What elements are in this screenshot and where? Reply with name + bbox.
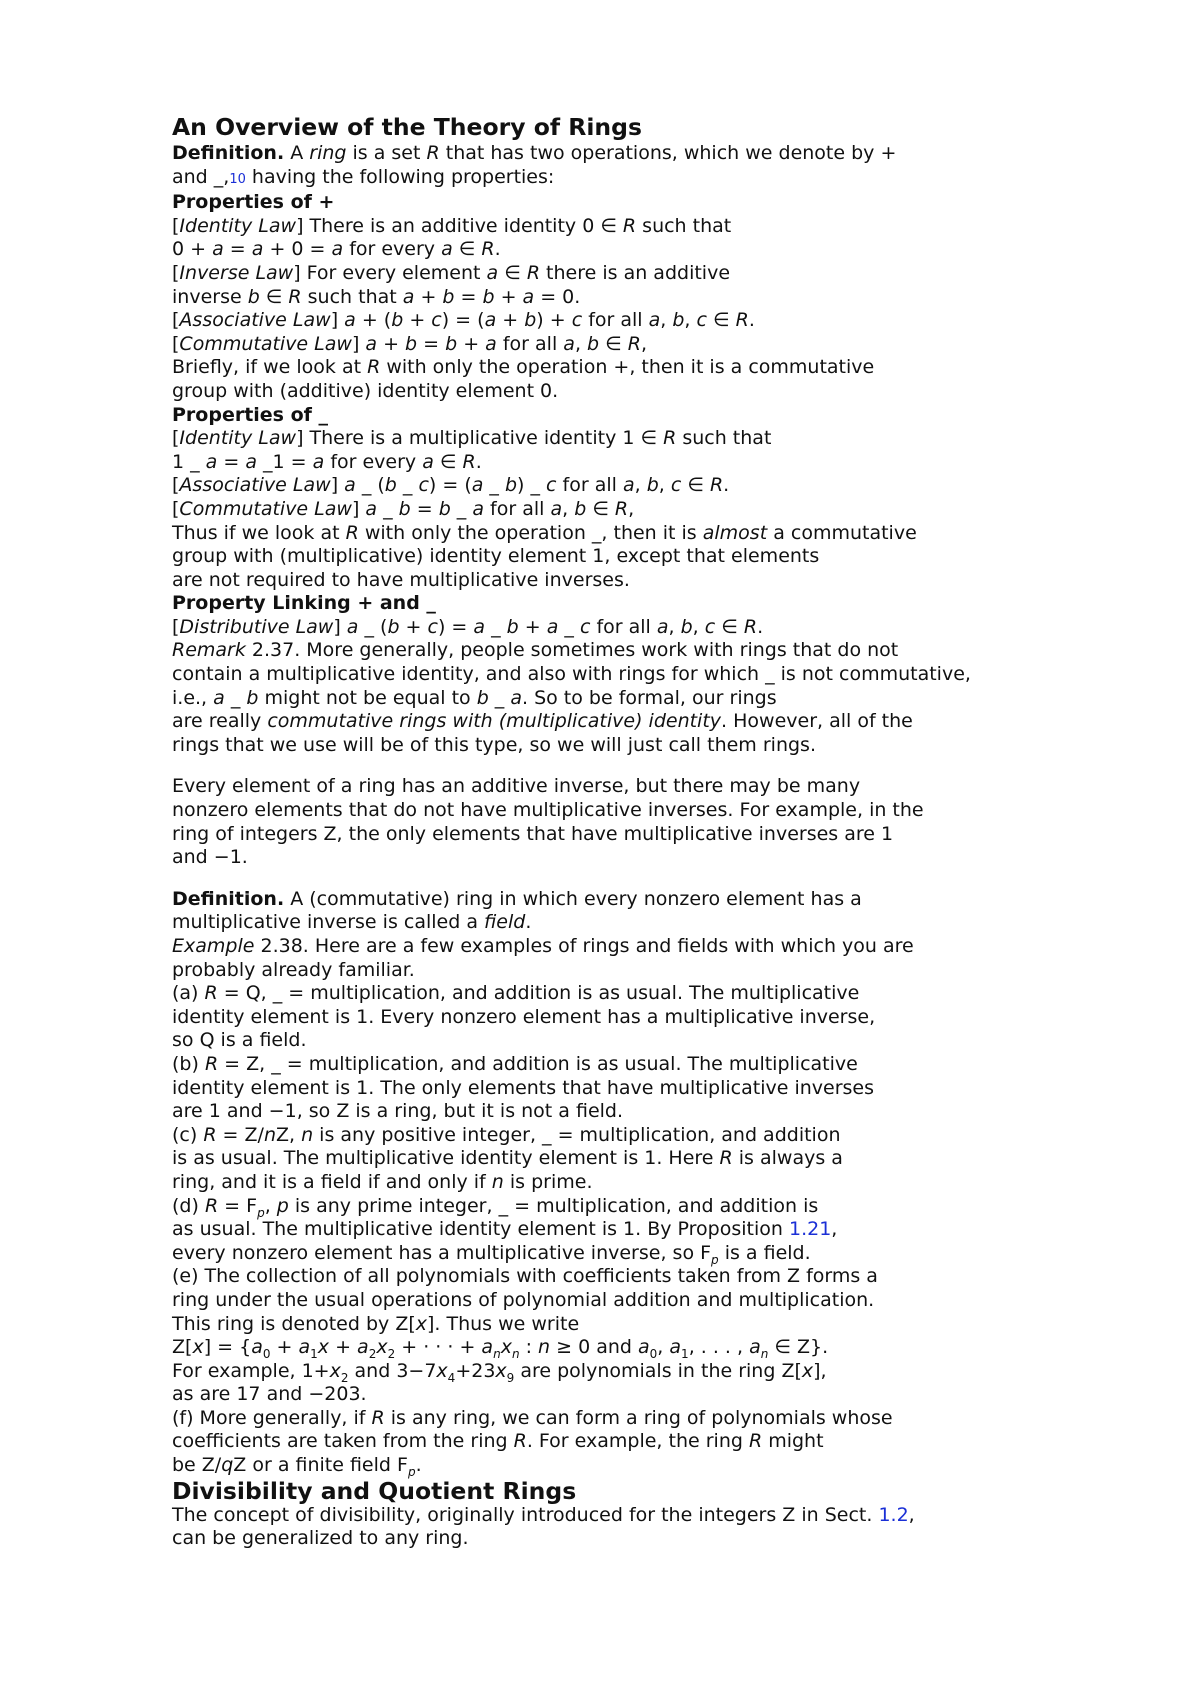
polynomial-ring-formula: $Z[x] = \{a_0 + a_1x + a_2x_2$ + · · · + $a_nx_n$ : n ≥ 0 and $a_0$, $a_1$, . . . , $a_n$ ∈ Z}. (172, 1336, 829, 1361)
remark-2-37: Remark 2.37. More generally, people sometimes work with rings that do not (172, 639, 899, 662)
subheading-properties-times: Properties of _ (172, 403, 329, 426)
document-page: An Overview of the Theory of Rings Definition. A ring is a set R that has two operations, which we denote by + and _,10 having the following properties: Properties of + [Identity Law] There is an additive identity 0 ∈ R such that 0 + a = a + 0 = a for every a ∈ R. [Inverse Law] For every element a ∈ R there is an additive inverse b ∈ R such that a + b = b + a = 0. [Associative Law] a + (b + c) = (a + b) + c for all a, b, c ∈ R. [Commutative Law] a + b = b + a for all a, b ∈ R, Briefly, if we look at R with only the operation +, then it is a commutative group with (additive) identity element 0. Properties of _ [Identity Law] There is a multiplicative identity 1 ∈ R such that 1 _ a = a _1 = a for every a ∈ R. [Associative Law] a _ (b _ c) = (a _ b) _ c for all a, b, c ∈ R. [Commutative Law] a _ b = b _ a for all a, b ∈ R, Thus if we look at R with only the operation _, then it is almost a commutative group with (multiplicative) identity element 1, except that elements are not required to have multiplicative inverses. Property Linking + and _ [Distributive Law] a _ (b + c) = a _ b + a _ c for all a, b, c ∈ R. Remark 2.37. More generally, people sometimes work with rings that do not contain a multiplicative identity, and also with rings for which _ is not commutative, i.e., a _ b might not be equal to b _ a. So to be formal, our rings are really commutative rings with (multiplicative) identity. However, all of the rings that we use will be of this type, so we will just call them rings. Every element of a ring has an additive inverse, but there may be many nonzero elements that do not have multiplicative inverses. For example, in the ring of integers Z, the only elements that have multiplicative inverses are 1 and −1. Definition. A (commutative) ring in which every nonzero element has a multiplicative inverse is called a field. Example 2.38. Here are a few examples of rings and fields with which you are probably already familiar. (a) R = Q, _ = multiplication, and addition is as usual. The multiplicative identity element is 1. Every nonzero element has a multiplicative inverse, so Q is a field. (b) R = Z, _ = multiplication, and addition is as usual. The multiplicative identity element is 1. The only elements that have multiplicative inverses are 1 and −1, so Z is a ring, but it is not a field. (c) R = Z/nZ, n is any positive integer, _ = multiplication, and addition is as usual. The multiplicative identity element is 1. Here R is always a ring, and it is a field if and only if n is prime. (d) $R = F_p$, p is any prime integer, _ = multiplication, and addition is as usual. The multiplicative identity element is 1. By Proposition 1.21, every nonzero element has a multiplicative inverse, so $F_p$ is a field. (e) The collection of all polynomials with coefficients taken from Z forms a ring under the usual operations of polynomial addition and multiplication. This ring is denoted by Z[x]. Thus we write $Z[x] = \{a_0 + a_1x + a_2x_2$ + · · · + $a_nx_n$ : n ≥ 0 and $a_0$, $a_1$, . . . , $a_n$ ∈ Z}. For example, $1+x_2$ and $3-7x_4+23x_9$ are polynomials in the ring Z[x], as are 17 and −203. (f) More generally, if R is any ring, we can form a ring of polynomials whose coefficients are taken from the ring R. For example, the ring R might be Z/qZ or a finite field $F_p$. Divisibility and Quotient Rings The concept of divisibility, originally introduced for the integers Z in Sect. 1.2, can be generalized to any ring. (172, 112, 1072, 1551)
example-e: (e) The collection of all polynomials with coefficients taken from Z forms a (172, 1265, 878, 1288)
document-title: An Overview of the Theory of Rings (172, 113, 642, 141)
field-definition: Definition. A (commutative) ring in which every nonzero element has a (172, 887, 862, 910)
section-heading: Divisibility and Quotient Rings (172, 1476, 577, 1505)
example-d: (d) $R = F_p$, p is any prime integer, _ = multiplication, and addition is (172, 1194, 819, 1220)
example-b: (b) R = Z, _ = multiplication, and addition is as usual. The multiplicative (172, 1052, 858, 1075)
definition-label: Definition. (172, 887, 285, 910)
example-a: (a) R = Q, _ = multiplication, and addition is as usual. The multiplicative (172, 982, 860, 1005)
divisibility-paragraph: The concept of divisibility, originally introduced for the integers Z in Sect. 1.2, (172, 1503, 915, 1526)
example-c: (c) R = Z/nZ, n is any positive integer, _ = multiplication, and addition (172, 1123, 841, 1146)
ring-definition: Definition. A ring is a set R that has two operations, which we denote by + (172, 142, 897, 164)
proposition-link[interactable]: 1.21 (788, 1218, 832, 1241)
subheading-property-linking: Property Linking + and _ (172, 592, 436, 615)
example-f: (f) More generally, if R is any ring, we can form a ring of polynomials whose (172, 1406, 893, 1429)
paragraph-additive-inverse: Every element of a ring has an additive inverse, but there may be many (172, 775, 861, 798)
footnote-ref[interactable]: 10 (229, 171, 246, 187)
definition-label: Definition. (172, 142, 285, 164)
subheading-properties-plus: Properties of + (172, 191, 335, 214)
section-link[interactable]: 1.2 (878, 1503, 909, 1526)
example-2-38: Example 2.38. Here are a few examples of rings and fields with which you are (172, 935, 914, 957)
